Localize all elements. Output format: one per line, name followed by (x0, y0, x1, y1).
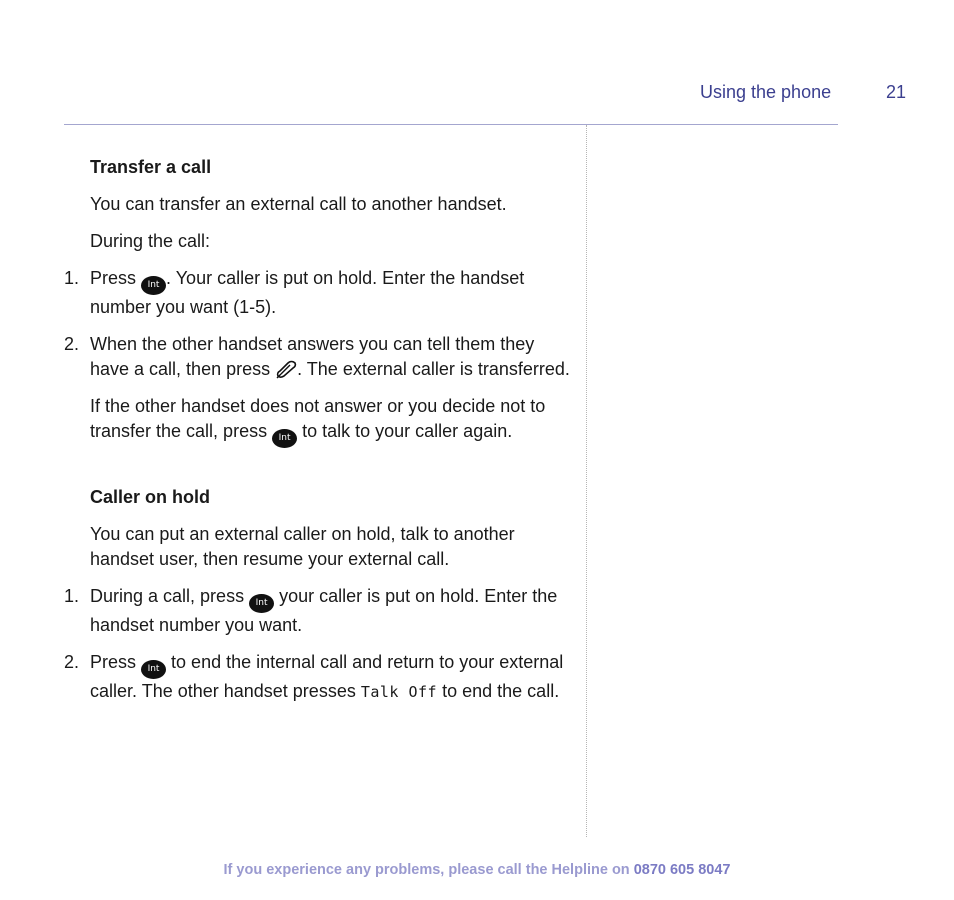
page-content (64, 155, 574, 717)
note-pre: If the other handset does not answer or you decide not to transfer the call, press (90, 396, 546, 441)
step-text-post: to end the call. (442, 681, 560, 701)
int-key-icon: Int (249, 594, 274, 613)
step-text-post: . The external caller is transferred. (297, 359, 570, 379)
step-text-pre: Press (90, 268, 137, 288)
int-key-icon: Int (272, 429, 297, 448)
step-text (90, 332, 574, 382)
step-text-pre: When the other handset answers you can tell them they have a call, then press (90, 334, 535, 379)
step-text-pre: During a call, press (90, 586, 245, 606)
step-number: 2. (64, 334, 80, 354)
footer-text: If you experience any problems, please call the Helpline on (223, 862, 630, 878)
transfer-heading: Transfer a call (90, 157, 212, 177)
column-divider (586, 125, 587, 837)
hold-step-2 (64, 650, 574, 705)
hold-heading: Caller on hold (90, 487, 211, 507)
transfer-intro: You can transfer an external call to another handset. (90, 194, 507, 214)
step-text (90, 266, 574, 320)
step-text (90, 650, 574, 705)
step-text-post: . Your caller is put on hold. Enter the handset number you want (1-5). (90, 268, 525, 317)
transfer-step-2 (64, 332, 574, 382)
step-number: 1. (64, 586, 80, 606)
transfer-note (90, 394, 574, 448)
page-number: 21 (886, 82, 907, 102)
helpline-number: 0870 605 8047 (633, 862, 731, 878)
step-number: 1. (64, 268, 80, 288)
step-text-post: your caller is put on hold. Enter the handset number you want. (90, 586, 558, 635)
transfer-step-1 (64, 266, 574, 320)
hold-intro: You can put an external caller on hold, talk to another handset user, then resume your external call. (90, 524, 515, 569)
display-text: Talk Off (360, 683, 438, 701)
step-number: 2. (64, 652, 80, 672)
note-post: to talk to your caller again. (302, 421, 513, 441)
talk-icon (275, 359, 297, 379)
step-text (90, 584, 574, 638)
step-text-mid: to end the internal call and return to your external caller. The other handset presses (90, 652, 564, 701)
int-key-icon: Int (141, 276, 166, 295)
hold-step-1 (64, 584, 574, 638)
section-gap (64, 460, 574, 485)
step-text-pre: Press (90, 652, 137, 672)
section-title: Using the phone (700, 82, 832, 102)
transfer-during: During the call: (90, 231, 211, 251)
helpline-footer (0, 862, 954, 878)
int-key-icon: Int (141, 660, 166, 679)
header-divider (64, 124, 838, 125)
